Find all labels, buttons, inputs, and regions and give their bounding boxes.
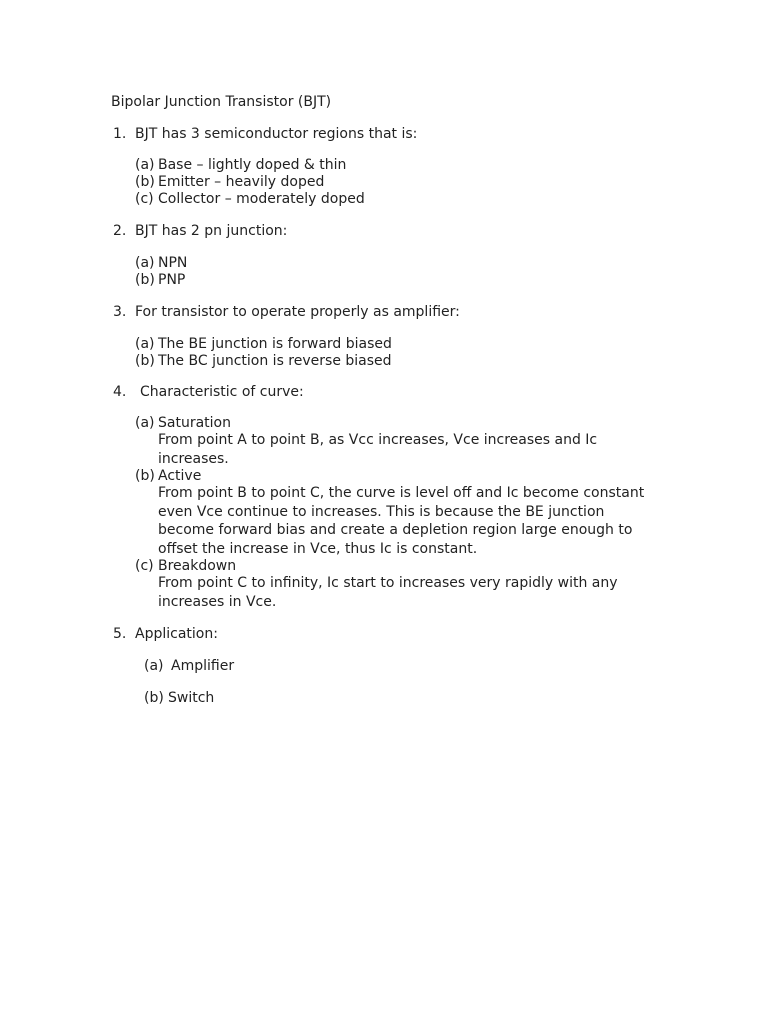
- section-5-number: 5.: [113, 626, 127, 642]
- section-1-item-a-text: Base – lightly doped & thin: [158, 157, 347, 173]
- section-1-item-c-text: Collector – moderately doped: [158, 191, 365, 207]
- section-2-heading: BJT has 2 pn junction:: [135, 223, 288, 239]
- section-5-heading: Application:: [135, 626, 218, 642]
- section-3-number: 3.: [113, 304, 127, 320]
- section-4-item-b-text: Active: [158, 468, 202, 484]
- section-2-item-a-marker: (a): [135, 255, 155, 271]
- section-4-item-b-description-line: offset the increase in Vce, thus Ic is constant.: [158, 541, 478, 557]
- section-5-item-b-text: Switch: [168, 690, 215, 706]
- section-1-item-c-marker: (c): [135, 191, 154, 207]
- section-1-item-b-marker: (b): [135, 174, 155, 190]
- section-4-item-c-description-line: increases in Vce.: [158, 594, 277, 610]
- section-4-item-c-marker: (c): [135, 558, 154, 574]
- section-4-item-b-description-line: From point B to point C, the curve is level off and Ic become constant: [158, 485, 645, 501]
- section-3-item-b-marker: (b): [135, 353, 155, 369]
- section-2-item-b-marker: (b): [135, 272, 155, 288]
- section-4-item-b-description-line: become forward bias and create a depletion region large enough to: [158, 522, 633, 538]
- section-4-item-b-marker: (b): [135, 468, 155, 484]
- section-3-item-b-text: The BC junction is reverse biased: [158, 353, 392, 369]
- section-4-item-a-marker: (a): [135, 415, 155, 431]
- section-4-item-a-text: Saturation: [158, 415, 231, 431]
- section-4-item-c-description-line: From point C to infinity, Ic start to increases very rapidly with any: [158, 575, 618, 591]
- section-1-heading: BJT has 3 semiconductor regions that is:: [135, 126, 418, 142]
- section-4-item-c-text: Breakdown: [158, 558, 237, 574]
- section-2-number: 2.: [113, 223, 127, 239]
- section-4-item-b-description-line: even Vce continue to increases. This is because the BE junction: [158, 504, 605, 520]
- section-4-heading: Characteristic of curve:: [140, 384, 304, 400]
- section-3-item-a-marker: (a): [135, 336, 155, 352]
- section-3-heading: For transistor to operate properly as amplifier:: [135, 304, 460, 320]
- section-3-item-a-text: The BE junction is forward biased: [158, 336, 392, 352]
- section-1-item-a-marker: (a): [135, 157, 155, 173]
- section-2-item-b-text: PNP: [158, 272, 186, 288]
- section-2-item-a-text: NPN: [158, 255, 188, 271]
- section-1-item-b-text: Emitter – heavily doped: [158, 174, 325, 190]
- section-4-item-a-description-line: From point A to point B, as Vcc increases, Vce increases and Ic: [158, 432, 598, 448]
- section-5-item-a-text: Amplifier: [171, 658, 235, 674]
- section-4-item-a-description-line: increases.: [158, 451, 229, 467]
- document-title: Bipolar Junction Transistor (BJT): [111, 94, 332, 110]
- section-4-number: 4.: [113, 384, 127, 400]
- section-5-item-a-marker: (a): [144, 658, 164, 674]
- section-1-number: 1.: [113, 126, 127, 142]
- section-5-item-b-marker: (b): [144, 690, 164, 706]
